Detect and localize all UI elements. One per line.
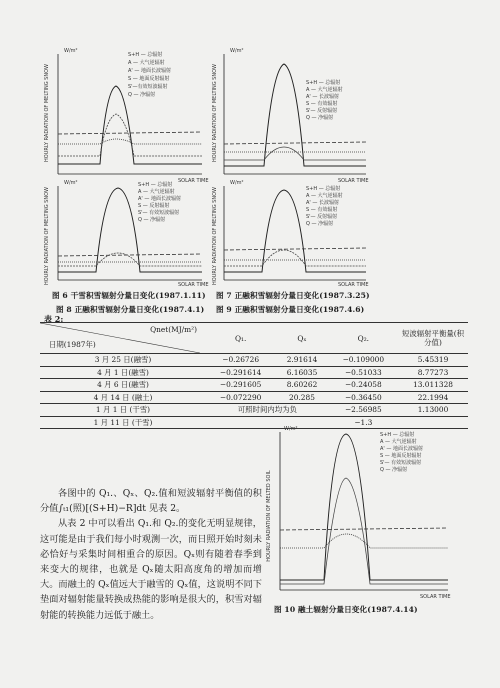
- svg-text:A' — 长波辐射: A' — 长波辐射: [306, 94, 339, 100]
- figure-7-caption: 图 7 正融积雪辐射分量日变化(1987.3.25): [216, 291, 370, 300]
- figure-8-chart: [42, 176, 210, 288]
- fig7-ylabel: HOURLY RADIATION OF MELTING SNOW: [212, 64, 218, 162]
- fig6-xlabel: SOLAR TIME: [178, 178, 209, 184]
- fig8-legend: [138, 181, 181, 223]
- figure-7-chart: [210, 34, 370, 184]
- fig6-legend: [128, 51, 171, 98]
- table-row: [40, 354, 468, 367]
- cell-shortwave: 22.1994: [398, 391, 468, 404]
- svg-text:A — 大气逆辐射: A — 大气逆辐射: [138, 189, 175, 195]
- body-text: [40, 486, 262, 623]
- cell-merged-note: 可照时间内均为负: [206, 404, 329, 417]
- paragraph-1: 各图中的 Q₁.、Qₓ、Q₂.值和短波辐射平衡值的积分值∫ₜ₁(照)[(S+H)−R]dt 见表 2。: [40, 488, 262, 515]
- figure-9-chart: [210, 176, 370, 288]
- corner-top-label: Qnet(MJ/m²): [150, 325, 197, 334]
- svg-text:A' — 地面长波辐射: A' — 地面长波辐射: [128, 68, 171, 74]
- svg-text:S — 地面反射辐射: S — 地面反射辐射: [128, 76, 170, 82]
- col-header-qx: Qₓ: [275, 323, 328, 354]
- cell-qx: 6.16035: [275, 366, 328, 379]
- svg-text:S'—有效短波辐射: S'—有效短波辐射: [128, 84, 168, 90]
- svg-text:A' — 地面长波辐射: A' — 地面长波辐射: [138, 196, 181, 202]
- fig10-ylabel: HOURLY RADIATION OF MELTED SOIL: [266, 470, 272, 562]
- fig6-ylabel: HOURLY RADIATION OF MELTING SNOW: [44, 64, 50, 162]
- svg-text:S — 地面反射辐射: S — 地面反射辐射: [380, 453, 422, 459]
- cell-qx: 20.285: [275, 391, 328, 404]
- svg-text:S — 有效辐射: S — 有效辐射: [306, 101, 338, 107]
- row-date: 1 月 1 日 (干雪): [40, 404, 206, 417]
- col-header-shortwave: 短波辐射平衡量(积分值): [398, 323, 468, 354]
- svg-text:S+H — 总辐射: S+H — 总辐射: [306, 80, 341, 86]
- cell-q2: −0.51033: [329, 366, 398, 379]
- svg-text:Q — 净辐射: Q — 净辐射: [380, 467, 408, 473]
- cell-q1: −0.291614: [206, 366, 275, 379]
- fig10-legend: [380, 431, 423, 473]
- fig9-yunit: W/m²: [230, 180, 244, 186]
- table-label: 表 2:: [44, 314, 64, 324]
- cell-q1: −0.072290: [206, 391, 275, 404]
- cell-shortwave: 5.45319: [398, 354, 468, 367]
- fig8-yunit: W/m²: [64, 180, 78, 186]
- cell-qx: 8.60262: [275, 379, 328, 392]
- svg-text:S'— 反射辐射: S'— 反射辐射: [306, 214, 338, 220]
- row-date: 4 月 14 日 (融土): [40, 391, 206, 404]
- svg-text:A — 大气逆辐射: A — 大气逆辐射: [306, 87, 343, 93]
- row-date: 1 月 11 日 (干雪): [40, 416, 206, 429]
- table-row: [40, 404, 468, 417]
- fig6-yunit: W/m²: [64, 48, 78, 54]
- svg-text:S — 有效辐射: S — 有效辐射: [306, 207, 338, 213]
- svg-text:A' — 长波辐射: A' — 长波辐射: [306, 200, 339, 206]
- figure-6-caption: 图 6 干雪积雪辐射分量日变化(1987.1.11): [52, 291, 206, 300]
- svg-text:Q — 净辐射: Q — 净辐射: [128, 92, 156, 98]
- svg-text:S'— 有效短波辐射: S'— 有效短波辐射: [138, 210, 180, 216]
- table-row: [40, 391, 468, 404]
- fig10-yunit: W/m²: [284, 426, 298, 432]
- cell-q2: −2.56985: [329, 404, 398, 417]
- svg-text:S+H — 总辐射: S+H — 总辐射: [380, 432, 415, 438]
- fig8-xlabel: SOLAR TIME: [178, 282, 209, 288]
- svg-text:S+H — 总辐射: S+H — 总辐射: [306, 186, 341, 192]
- svg-text:S — 反射辐射: S — 反射辐射: [138, 203, 170, 209]
- svg-text:A' — 地面长波辐射: A' — 地面长波辐射: [380, 446, 423, 452]
- svg-text:Q — 净辐射: Q — 净辐射: [306, 221, 334, 227]
- svg-text:S+H — 总辐射: S+H — 总辐射: [128, 52, 163, 58]
- row-date: 4 月 1 日(融雪): [40, 366, 206, 379]
- figure-8-caption: 图 8 正融积雪辐射分量日变化(1987.4.1): [56, 305, 205, 314]
- fig7-legend: [306, 79, 343, 121]
- svg-text:A — 大气逆辐射: A — 大气逆辐射: [128, 60, 165, 66]
- cell-q1: −0.291605: [206, 379, 275, 392]
- table-corner-cell: [40, 323, 206, 354]
- figure-10-chart: [262, 420, 452, 602]
- svg-text:Q — 净辐射: Q — 净辐射: [306, 115, 334, 121]
- svg-text:S'— 有效短波辐射: S'— 有效短波辐射: [380, 460, 422, 466]
- fig9-ylabel: HOURLY RADIATION OF MELTING SNOW: [212, 187, 218, 285]
- col-header-q1: Q₁.: [206, 323, 275, 354]
- svg-text:S+H — 总辐射: S+H — 总辐射: [138, 182, 173, 188]
- table-row: [40, 379, 468, 392]
- table-row: [40, 366, 468, 379]
- cell-qx: 2.91614: [275, 354, 328, 367]
- row-date: 3 月 25 日(融雪): [40, 354, 206, 367]
- cell-q2: −0.36450: [329, 391, 398, 404]
- corner-bottom-label: 日期(1987年): [49, 340, 96, 349]
- fig9-xlabel: SOLAR TIME: [338, 282, 369, 288]
- cell-q1: −0.26726: [206, 354, 275, 367]
- table-header-row: [40, 323, 468, 354]
- figure-6-chart: [42, 34, 210, 184]
- fig7-xlabel: SOLAR TIME: [338, 178, 369, 184]
- figure-9-caption: 图 9 正融积雪辐射分量日变化(1987.4.6): [216, 305, 365, 314]
- cell-q2: −0.109000: [329, 354, 398, 367]
- row-date: 4 月 6 日(融雪): [40, 379, 206, 392]
- figure-10-caption: 图 10 融土辐射分量日变化(1987.4.14): [274, 605, 418, 614]
- svg-text:Q — 净辐射: Q — 净辐射: [138, 217, 166, 223]
- paragraph-2: 从表 2 中可以看出 Q₁.和 Q₂.的变化无明显规律，这可能是由于我们每小时观测一次，而日照开始时刻未必恰好与采集时间相重合的原因。Qₓ则有随着春季到来变大的规律，也就是 Qₓ随太阳高度角的增加而增大。而融土的 Qₓ值远大于融雪的 Qₓ值，这说明不同下垫面对辐射能量转换成热能的影响是很大的，积雪对辐射能的转换能力远低于融土。: [40, 518, 262, 621]
- cell-shortwave: 8.77273: [398, 366, 468, 379]
- cell-q2: −0.24058: [329, 379, 398, 392]
- fig10-xlabel: SOLAR TIME: [420, 594, 451, 600]
- cell-shortwave: 1.13000: [398, 404, 468, 417]
- svg-text:S'— 反射辐射: S'— 反射辐射: [306, 108, 338, 114]
- fig8-ylabel: HOURLY RADIATION OF MELTING SNOW: [44, 187, 50, 285]
- data-table: [40, 322, 468, 429]
- fig9-legend: [306, 185, 343, 227]
- svg-text:A — 大气逆辐射: A — 大气逆辐射: [306, 193, 343, 199]
- svg-text:A — 大气逆辐射: A — 大气逆辐射: [380, 439, 417, 445]
- cell-shortwave: 13.011328: [398, 379, 468, 392]
- fig7-yunit: W/m²: [230, 48, 244, 54]
- cell-q2: −1.3: [329, 416, 398, 429]
- col-header-q2: Q₂.: [329, 323, 398, 354]
